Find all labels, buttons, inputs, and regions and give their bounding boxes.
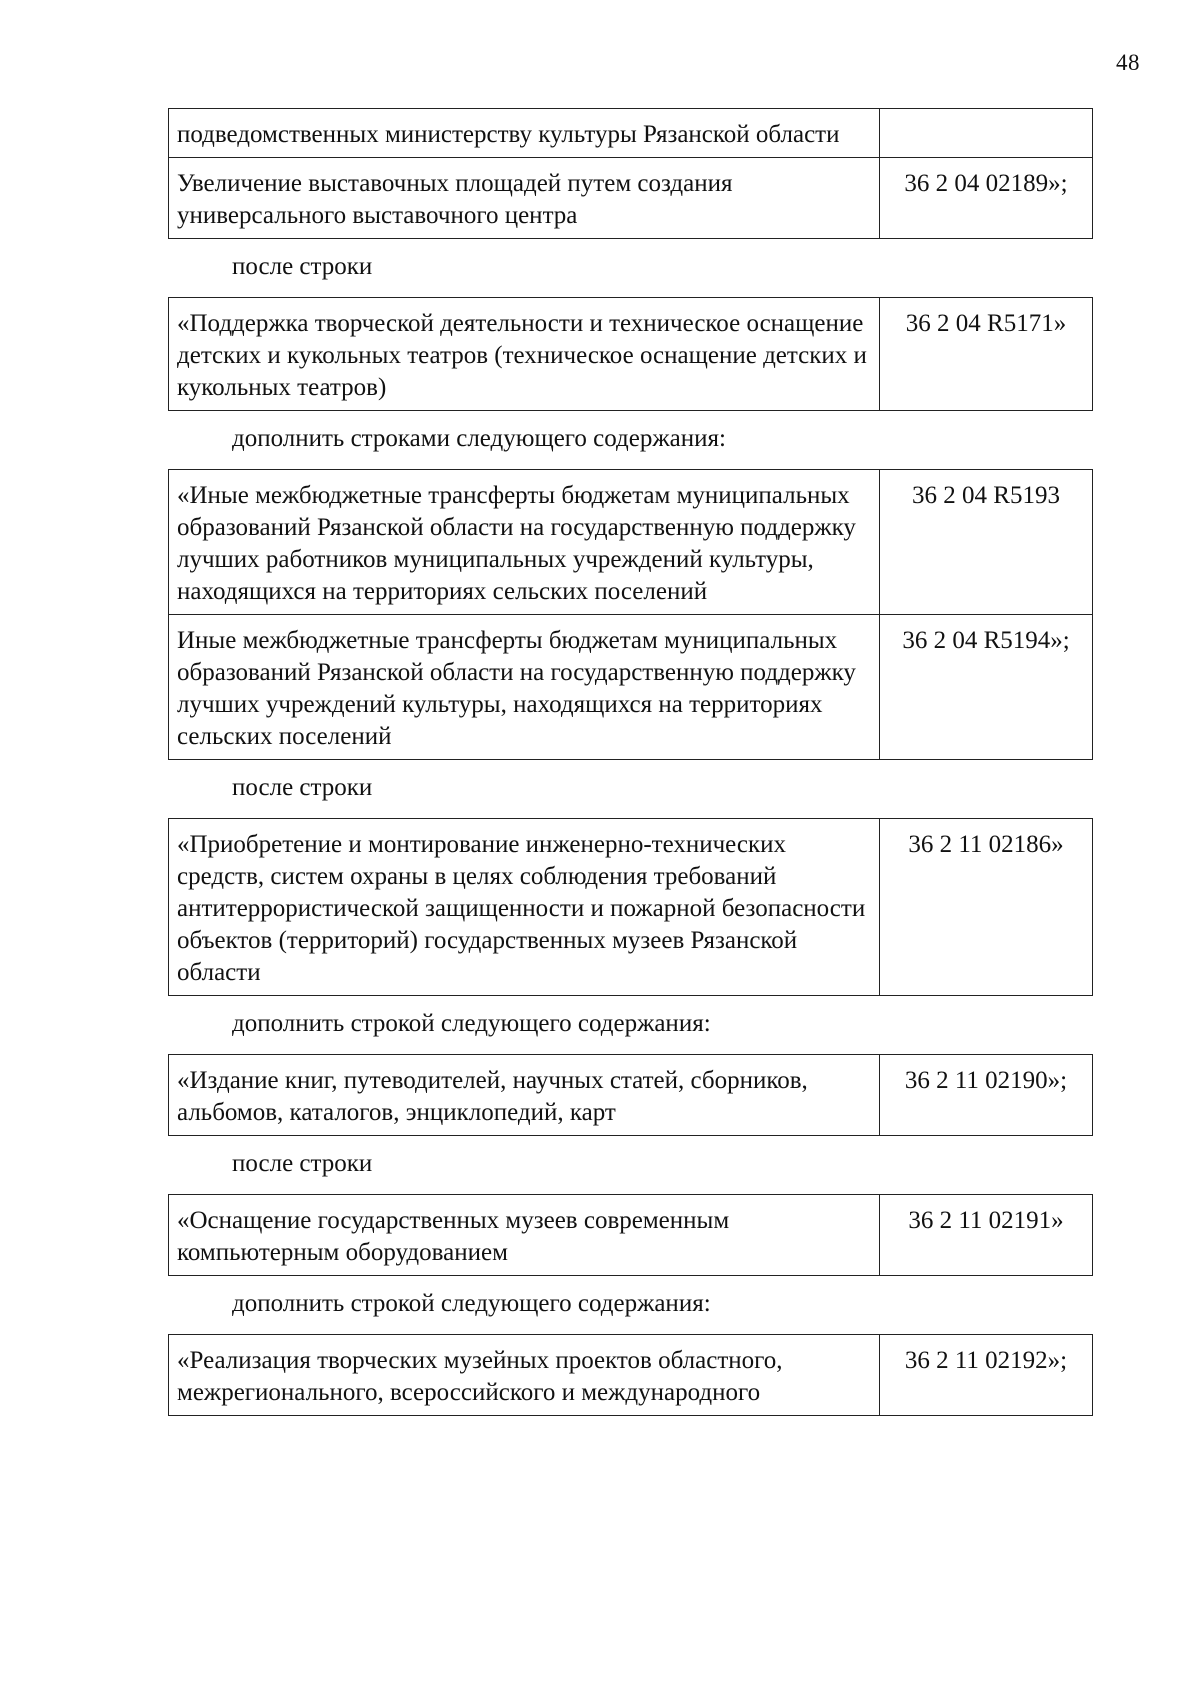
row-code: 36 2 11 02186» xyxy=(880,819,1093,996)
connector-text: после строки xyxy=(232,774,373,801)
connector-text: после строки xyxy=(232,253,373,280)
table-row xyxy=(169,109,1093,158)
row-description: «Реализация творческих музейных проектов областного, межрегионального, всероссийского и международного xyxy=(169,1335,880,1416)
amendment-table xyxy=(168,818,1093,996)
amendment-table xyxy=(168,1194,1093,1276)
connector-text: дополнить строкой следующего содержания: xyxy=(232,1010,711,1037)
row-code: 36 2 04 R5171» xyxy=(880,298,1093,411)
table-row xyxy=(169,615,1093,760)
connector-text: после строки xyxy=(232,1150,373,1177)
table-row xyxy=(169,1055,1093,1136)
connector-text: дополнить строкой следующего содержания: xyxy=(232,1290,711,1317)
table-row xyxy=(169,819,1093,996)
row-code: 36 2 11 02191» xyxy=(880,1195,1093,1276)
row-description: подведомственных министерству культуры Рязанской области xyxy=(169,109,880,158)
table-row xyxy=(169,158,1093,239)
row-code: 36 2 04 02189»; xyxy=(880,158,1093,239)
row-code xyxy=(880,109,1093,158)
amendment-table xyxy=(168,1334,1093,1416)
row-description: «Поддержка творческой деятельности и техническое оснащение детских и кукольных театров (техническое оснащение детских и кукольных театров) xyxy=(169,298,880,411)
row-description: «Издание книг, путеводителей, научных статей, сборников, альбомов, каталогов, энциклопедий, карт xyxy=(169,1055,880,1136)
row-description: «Иные межбюджетные трансферты бюджетам муниципальных образований Рязанской области на государственную поддержку лучших работников муниципальных учреждений культуры, находящихся на территориях сельских поселений xyxy=(169,470,880,615)
document-body xyxy=(168,108,1080,1416)
table-row xyxy=(169,1195,1093,1276)
row-description: Увеличение выставочных площадей путем создания универсального выставочного центра xyxy=(169,158,880,239)
amendment-table xyxy=(168,469,1093,760)
row-code: 36 2 11 02190»; xyxy=(880,1055,1093,1136)
table-row xyxy=(169,298,1093,411)
row-description: Иные межбюджетные трансферты бюджетам муниципальных образований Рязанской области на государственную поддержку лучших учреждений культуры, находящихся на территориях сельских поселений xyxy=(169,615,880,760)
amendment-table xyxy=(168,108,1093,239)
amendment-table xyxy=(168,1054,1093,1136)
table-row xyxy=(169,470,1093,615)
row-description: «Оснащение государственных музеев современным компьютерным оборудованием xyxy=(169,1195,880,1276)
row-code: 36 2 04 R5194»; xyxy=(880,615,1093,760)
connector-text: дополнить строками следующего содержания: xyxy=(232,425,726,452)
row-description: «Приобретение и монтирование инженерно-технических средств, систем охраны в целях соблюдения требований антитеррористической защищенности и пожарной безопасности объектов (территорий) государственных музеев Рязанской области xyxy=(169,819,880,996)
table-row xyxy=(169,1335,1093,1416)
page-number: 48 xyxy=(1116,50,1140,75)
row-code: 36 2 11 02192»; xyxy=(880,1335,1093,1416)
row-code: 36 2 04 R5193 xyxy=(880,470,1093,615)
amendment-table xyxy=(168,297,1093,411)
